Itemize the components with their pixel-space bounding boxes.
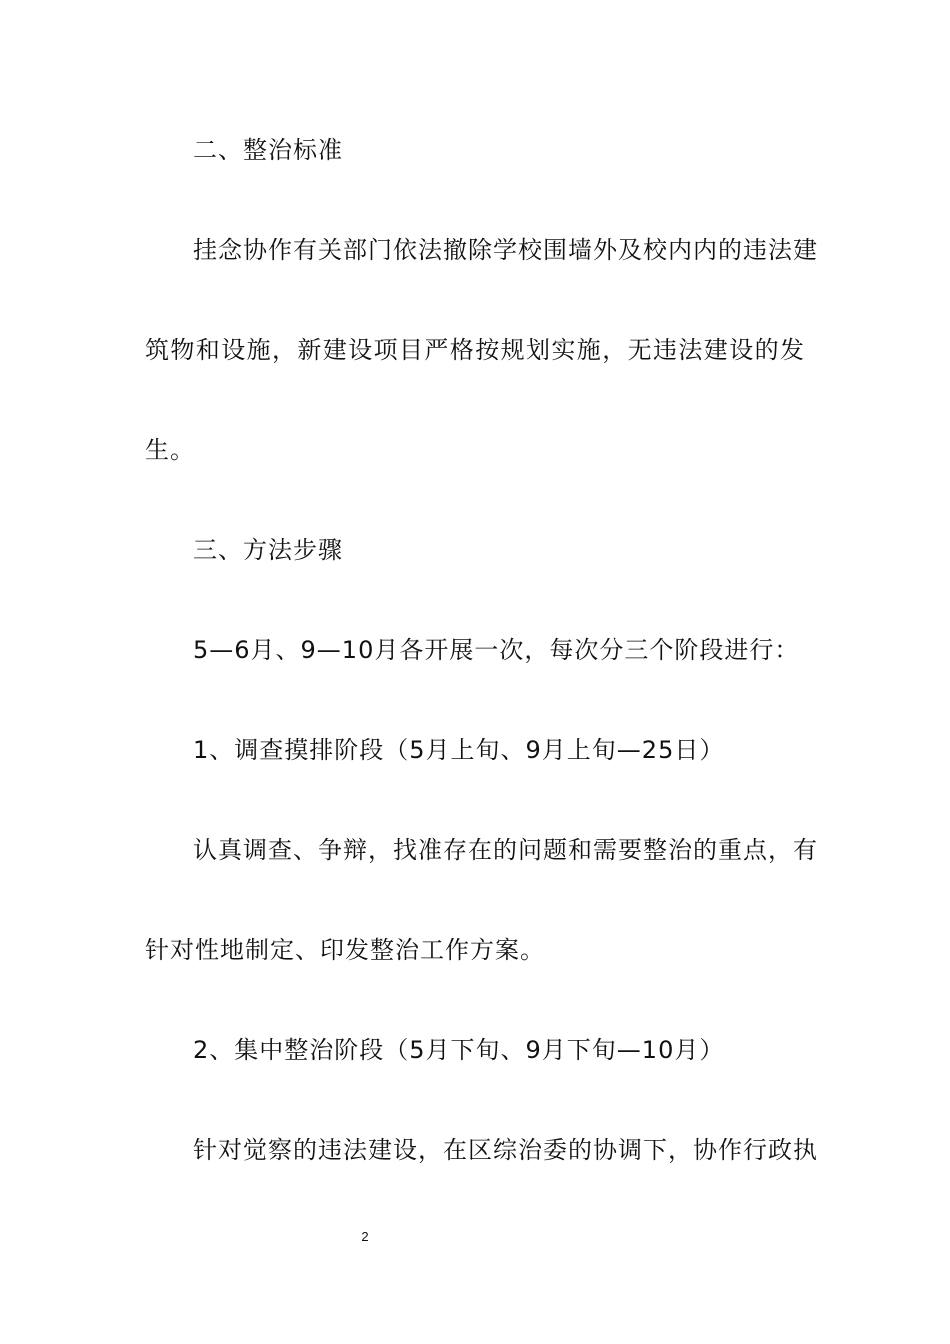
section-heading-standards: 二、整治标准 [193, 136, 343, 164]
paragraph-line: 筑物和设施，新建设项目严格按规划实施，无违法建设的发 [145, 336, 805, 364]
subheading-survey-stage: 1、调查摸排阶段（5月上旬、9月上旬—25日） [193, 736, 725, 764]
section-heading-steps: 三、方法步骤 [193, 536, 343, 564]
subheading-rectification-stage: 2、集中整治阶段（5月下旬、9月下旬—10月） [193, 1036, 725, 1064]
page-number: 2 [361, 1229, 369, 1244]
paragraph-line: 针对性地制定、印发整治工作方案。 [145, 936, 545, 964]
paragraph-line: 5—6月、9—10月各开展一次，每次分三个阶段进行： [193, 636, 800, 664]
paragraph-line: 挂念协作有关部门依法撤除学校围墙外及校内内的违法建 [193, 236, 818, 264]
paragraph-line: 针对觉察的违法建设，在区综治委的协调下，协作行政执 [193, 1136, 818, 1164]
paragraph-line: 认真调查、争辩，找准存在的问题和需要整治的重点，有 [193, 836, 818, 864]
paragraph-line: 生。 [145, 436, 195, 464]
